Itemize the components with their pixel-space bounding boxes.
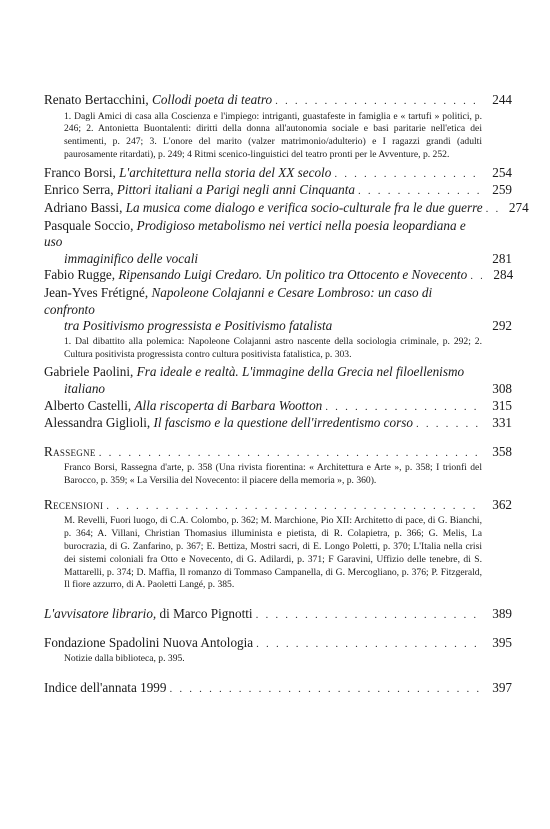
entry-page: 281 bbox=[492, 250, 512, 266]
section-fondazione bbox=[44, 635, 512, 666]
dot-leader bbox=[169, 681, 481, 698]
section-subsections: M. Revelli, Fuori luogo, di C.A. Colombo, p. 362; M. Marchione, Pio XII: Architetto di pace, di G. Bianchi, p. 364; A. Villani, Christian Thomasius illuminista e pietista, di R. Colapietra, p. 366; G. Melis, La burocrazia, di G. Zanfarino, p. 367; E. Bettiza, Mostri sacri, di E. Longo Poletti, p. 370; L'Italia nella crisi dei sistemi coloniali fra Otto e Novecento, di G. Adilardi, p. 371; F Garavini, Uffizio delle tenebre, di S. Mattarelli, p. 374; D. Maffia, Il romanzo di Tommaso Campanella, di G. Mercogliano, p. 376; P. Fitzgerald, Il fiore azzurro, di A. Paoletti Langé, p. 385. bbox=[64, 515, 482, 591]
dot-leader bbox=[334, 166, 481, 183]
entry-author: Pasquale Soccio, bbox=[44, 217, 134, 233]
entry-author: Adriano Bassi, bbox=[44, 199, 123, 215]
entry-author: Enrico Serra, bbox=[44, 182, 114, 198]
toc-entry bbox=[44, 415, 512, 433]
entry-author: Gabriele Paolini, bbox=[44, 364, 134, 380]
entry-page: 308 bbox=[492, 380, 512, 396]
section-page: 358 bbox=[492, 443, 512, 459]
section-indice bbox=[44, 680, 512, 698]
section-page: 397 bbox=[492, 680, 512, 696]
dot-leader bbox=[416, 416, 481, 433]
toc-entry bbox=[44, 364, 512, 397]
toc-entry bbox=[44, 285, 512, 361]
section-label: Indice dell'annata 1999 bbox=[44, 680, 167, 696]
section-label: Recensioni bbox=[44, 496, 104, 512]
section-subsections: Franco Borsi, Rassegna d'arte, p. 358 (Una rivista fiorentina: « Architettura e Arte », p. 358; I trionfi del Barocco, p. 359; « La Versilia del Novecento: il piacere della memoria », p. 360). bbox=[64, 462, 482, 487]
table-of-contents bbox=[44, 92, 529, 698]
section-page: 389 bbox=[492, 606, 512, 622]
dot-leader bbox=[99, 445, 481, 462]
entry-author: Alessandra Giglioli, bbox=[44, 415, 151, 431]
entry-title: Il fascismo e la questione dell'irredentismo corso bbox=[153, 415, 413, 431]
dot-leader bbox=[486, 201, 498, 218]
section-subsections: Notizie dalla biblioteca, p. 395. bbox=[64, 653, 185, 665]
entry-page: 254 bbox=[492, 164, 512, 180]
toc-entry bbox=[44, 182, 512, 200]
entry-title: Pittori italiani a Parigi negli anni Cinquanta bbox=[116, 182, 355, 198]
dot-leader bbox=[358, 183, 481, 200]
section-avvisatore bbox=[44, 606, 512, 624]
entry-author: Jean-Yves Frétigné, bbox=[44, 284, 149, 300]
entry-title-continued: tra Positivismo progressista e Positivismo fatalista bbox=[64, 318, 333, 334]
entry-title: La musica come dialogo e verifica socio-culturale fra le due guerre bbox=[125, 199, 483, 215]
section-title: L'avvisatore librario, bbox=[44, 606, 157, 622]
entry-author: Franco Borsi, bbox=[44, 164, 116, 180]
toc-entry bbox=[44, 267, 512, 285]
section-label: Fondazione Spadolini Nuova Antologia bbox=[44, 634, 254, 650]
dot-leader bbox=[256, 636, 481, 653]
entry-title: L'architettura nella storia del XX secolo bbox=[119, 164, 332, 180]
section-label: Rassegne bbox=[44, 443, 96, 459]
entry-page: 331 bbox=[492, 415, 512, 431]
dot-leader bbox=[325, 399, 481, 416]
section-page: 395 bbox=[492, 634, 512, 650]
entry-page: 244 bbox=[492, 92, 512, 107]
entry-page: 315 bbox=[492, 397, 512, 413]
entry-title: Napoleone Colajanni e Cesare Lombroso: un caso di confronto bbox=[44, 284, 433, 317]
entry-page: 274 bbox=[508, 199, 529, 215]
section-rassegne bbox=[44, 444, 512, 488]
dot-leader bbox=[256, 607, 481, 624]
entry-title: Ripensando Luigi Credaro. Un politico tra Ottocento e Novecento bbox=[118, 267, 468, 283]
entry-title: Collodi poeta di teatro bbox=[152, 92, 273, 107]
toc-entry bbox=[44, 165, 512, 183]
entry-subsections: 1. Dagli Amici di casa alla Coscienza e l'impiego: intriganti, guastafeste in famiglia e « tartufi » politici, p. 246; 2. Antonietta Buontalenti: diritti della donna all'autonomia sociale e basi paritarie nell'etica dei sentimenti, p. 247; 3. L'onore del marito (valzer matrimonio/adulterio) e I ragazzi grandi (adulti paurosamente ritardati), p. 249; 4 Ritmi scenico-linguistici del teatro pronti per le Avventure, p. 252. bbox=[64, 110, 482, 160]
dot-leader bbox=[275, 93, 481, 110]
dot-leader bbox=[470, 268, 482, 285]
entry-page: 292 bbox=[492, 318, 512, 334]
entry-page: 284 bbox=[493, 267, 514, 283]
section-author: di Marco Pignotti bbox=[159, 606, 253, 622]
entry-title-continued: immaginifico delle vocali bbox=[64, 250, 199, 266]
dot-leader bbox=[106, 498, 481, 515]
entry-author: Fabio Rugge, bbox=[44, 267, 116, 283]
entry-title: Prodigioso metabolismo nei vertici nella poesia leopardiana e uso bbox=[44, 217, 466, 250]
entry-author: Renato Bertacchini, bbox=[44, 92, 149, 107]
entry-title-continued: italiano bbox=[64, 380, 106, 396]
entry-page: 259 bbox=[492, 182, 512, 198]
toc-entry bbox=[44, 398, 512, 416]
entry-author: Alberto Castelli, bbox=[44, 397, 132, 413]
entry-title: Fra ideale e realtà. L'immagine della Grecia nel filoellenismo bbox=[136, 364, 465, 380]
toc-entry bbox=[44, 92, 512, 162]
toc-entry bbox=[44, 199, 529, 218]
section-recensioni bbox=[44, 497, 512, 592]
entry-subsections: 1. Dal dibattito alla polemica: Napoleone Colajanni astro nascente della sociologia criminale, p. 292; 2. Cultura positivista progressista contro cultura positivista fatalistica, p. 303. bbox=[64, 335, 482, 360]
section-page: 362 bbox=[492, 496, 512, 512]
entry-title: Alla riscoperta di Barbara Wootton bbox=[134, 397, 323, 413]
toc-entry bbox=[44, 218, 512, 268]
